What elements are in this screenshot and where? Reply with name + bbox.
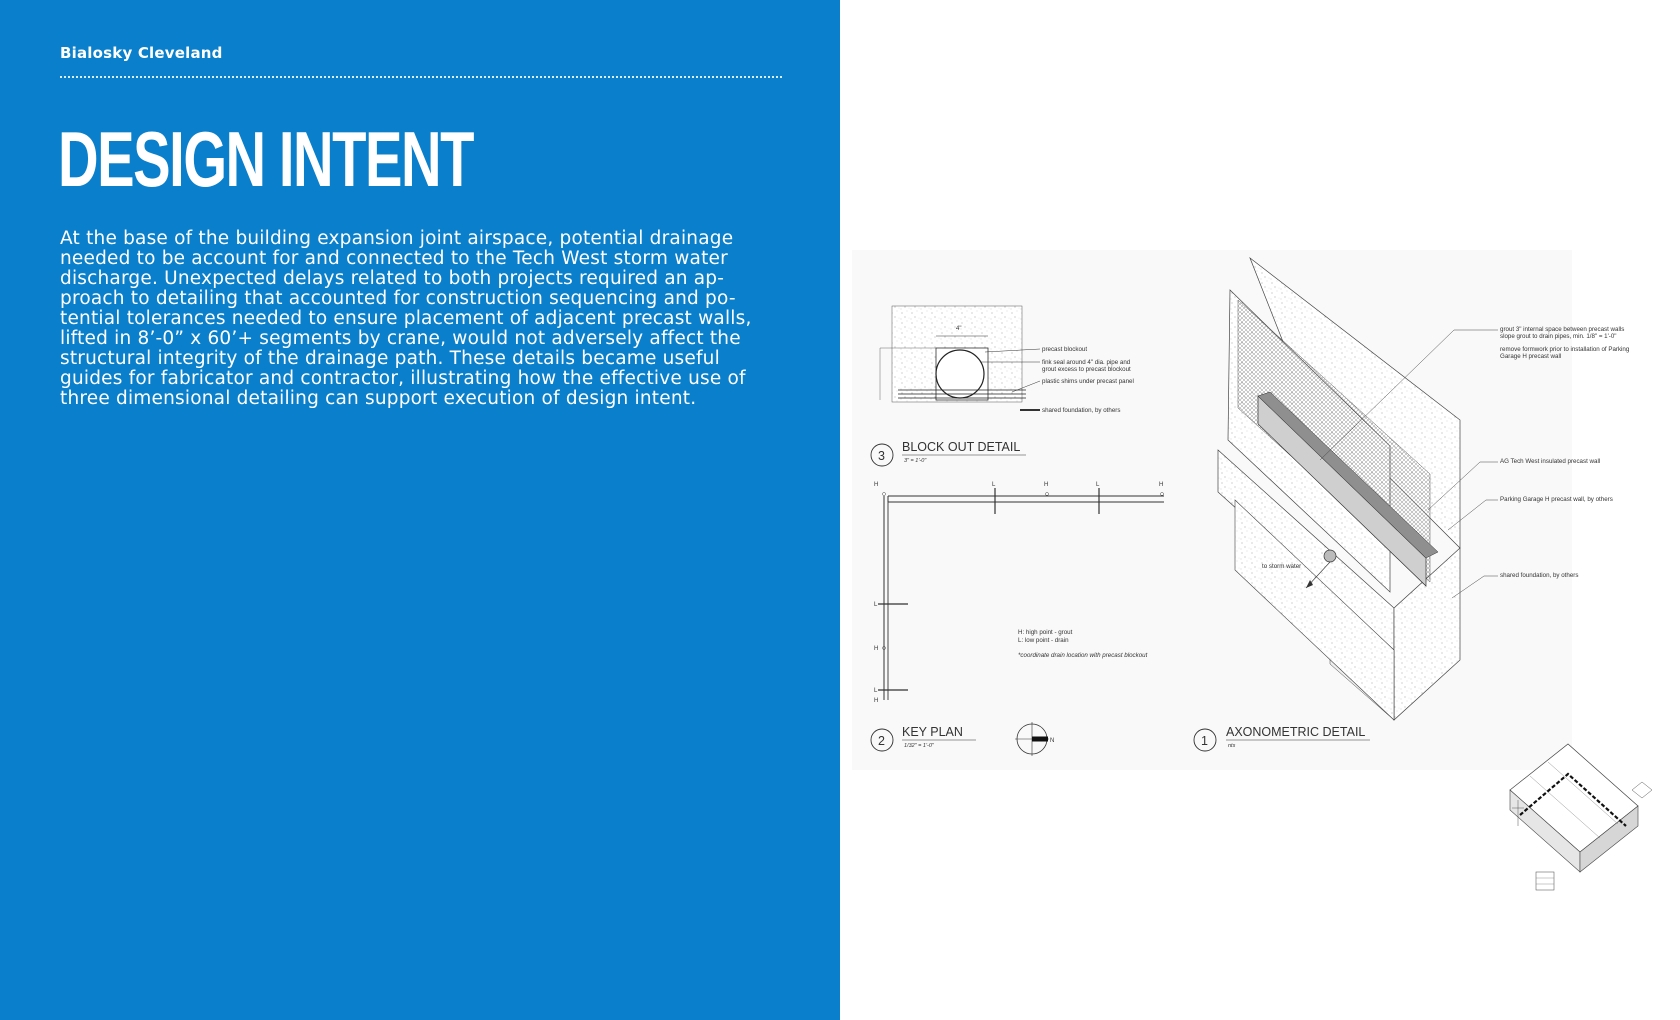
legend-coordinate-note: *coordinate drain location with precast blockout bbox=[1018, 652, 1148, 659]
marker-l: L bbox=[992, 482, 996, 488]
axonometric-scale: nts bbox=[1228, 743, 1236, 749]
axonometric-number: 1 bbox=[1201, 734, 1208, 748]
block-out-number: 3 bbox=[878, 449, 885, 463]
marker-h: H bbox=[874, 482, 879, 488]
marker-h: H bbox=[1044, 482, 1049, 488]
dotted-divider bbox=[60, 76, 782, 78]
north-arrow-icon bbox=[1015, 722, 1049, 756]
page-title: DESIGN INTENT bbox=[58, 115, 473, 203]
legend-high-point: H: high point - grout bbox=[1018, 629, 1073, 636]
key-plan-scale: 1/32" = 1'-0" bbox=[904, 743, 934, 749]
body-paragraph bbox=[60, 229, 780, 409]
body-line: proach to detailing that accounted for construction sequencing and po- bbox=[60, 288, 736, 309]
note-grout-excess: grout excess to precast blockout bbox=[1042, 366, 1131, 373]
marker-l: L bbox=[874, 688, 878, 694]
note-fink-seal: fink seal around 4" dia. pipe and bbox=[1042, 359, 1131, 366]
legend-low-point: L: low point - drain bbox=[1018, 637, 1069, 644]
key-plan-number: 2 bbox=[878, 734, 885, 748]
body-line: needed to be account for and connected to the Tech West storm water bbox=[60, 248, 728, 269]
key-plan-title: KEY PLAN bbox=[902, 725, 963, 739]
note-garage-wall: Garage H precast wall bbox=[1500, 353, 1562, 360]
block-out-dimension: 4" bbox=[956, 326, 962, 332]
building-axon-thumbnail bbox=[1510, 744, 1652, 890]
drawing-panel bbox=[840, 0, 1680, 1020]
body-line: structural integrity of the drainage path. These details became useful bbox=[60, 348, 720, 369]
block-out-title: BLOCK OUT DETAIL bbox=[902, 440, 1021, 454]
note-plastic-shims: plastic shims under precast panel bbox=[1042, 378, 1134, 385]
axonometric-title: AXONOMETRIC DETAIL bbox=[1226, 725, 1366, 739]
axonometric-detail bbox=[1194, 258, 1630, 751]
note-grout-internal-space: grout 3" internal space between precast walls bbox=[1500, 326, 1625, 333]
north-label: N bbox=[1050, 738, 1055, 744]
note-precast-blockout: precast blockout bbox=[1042, 346, 1088, 353]
note-shared-foundation: shared foundation, by others bbox=[1500, 572, 1579, 579]
marker-l: L bbox=[874, 602, 878, 608]
marker-h: H bbox=[1159, 482, 1164, 488]
body-line: At the base of the building expansion joint airspace, potential drainage bbox=[60, 228, 734, 249]
technical-drawings bbox=[840, 0, 1680, 1020]
key-plan bbox=[871, 482, 1164, 756]
block-out-detail bbox=[871, 306, 1134, 466]
body-line: three dimensional detailing can support execution of design intent. bbox=[60, 388, 697, 409]
marker-l: L bbox=[1096, 482, 1100, 488]
body-line: discharge. Unexpected delays related to both projects required an ap- bbox=[60, 268, 725, 289]
note-to-storm-water: to storm water bbox=[1262, 563, 1302, 570]
marker-h: H bbox=[874, 698, 879, 704]
block-out-scale: 3" = 1'-0" bbox=[904, 458, 927, 464]
note-remove-formwork: remove formwork prior to installation of Parking bbox=[1500, 346, 1630, 353]
firm-name: Bialosky Cleveland bbox=[60, 44, 223, 62]
note-tech-west-wall: AG Tech West insulated precast wall bbox=[1500, 458, 1601, 465]
body-line: lifted in 8’-0” x 60’+ segments by crane, would not adversely affect the bbox=[60, 328, 741, 349]
body-line: tential tolerances needed to ensure placement of adjacent precast walls, bbox=[60, 308, 752, 329]
note-shared-foundation: shared foundation, by others bbox=[1042, 407, 1121, 414]
drain-pipe-section bbox=[936, 350, 984, 398]
note-parking-garage-wall: Parking Garage H precast wall, by others bbox=[1500, 496, 1613, 503]
marker-h: H bbox=[874, 646, 879, 652]
drain-pipe bbox=[1324, 550, 1336, 562]
body-line: guides for fabricator and contractor, illustrating how the effective use of bbox=[60, 368, 746, 389]
note-slope-grout: slope grout to drain pipes, min. 1/8" = 1'-0" bbox=[1500, 333, 1617, 340]
